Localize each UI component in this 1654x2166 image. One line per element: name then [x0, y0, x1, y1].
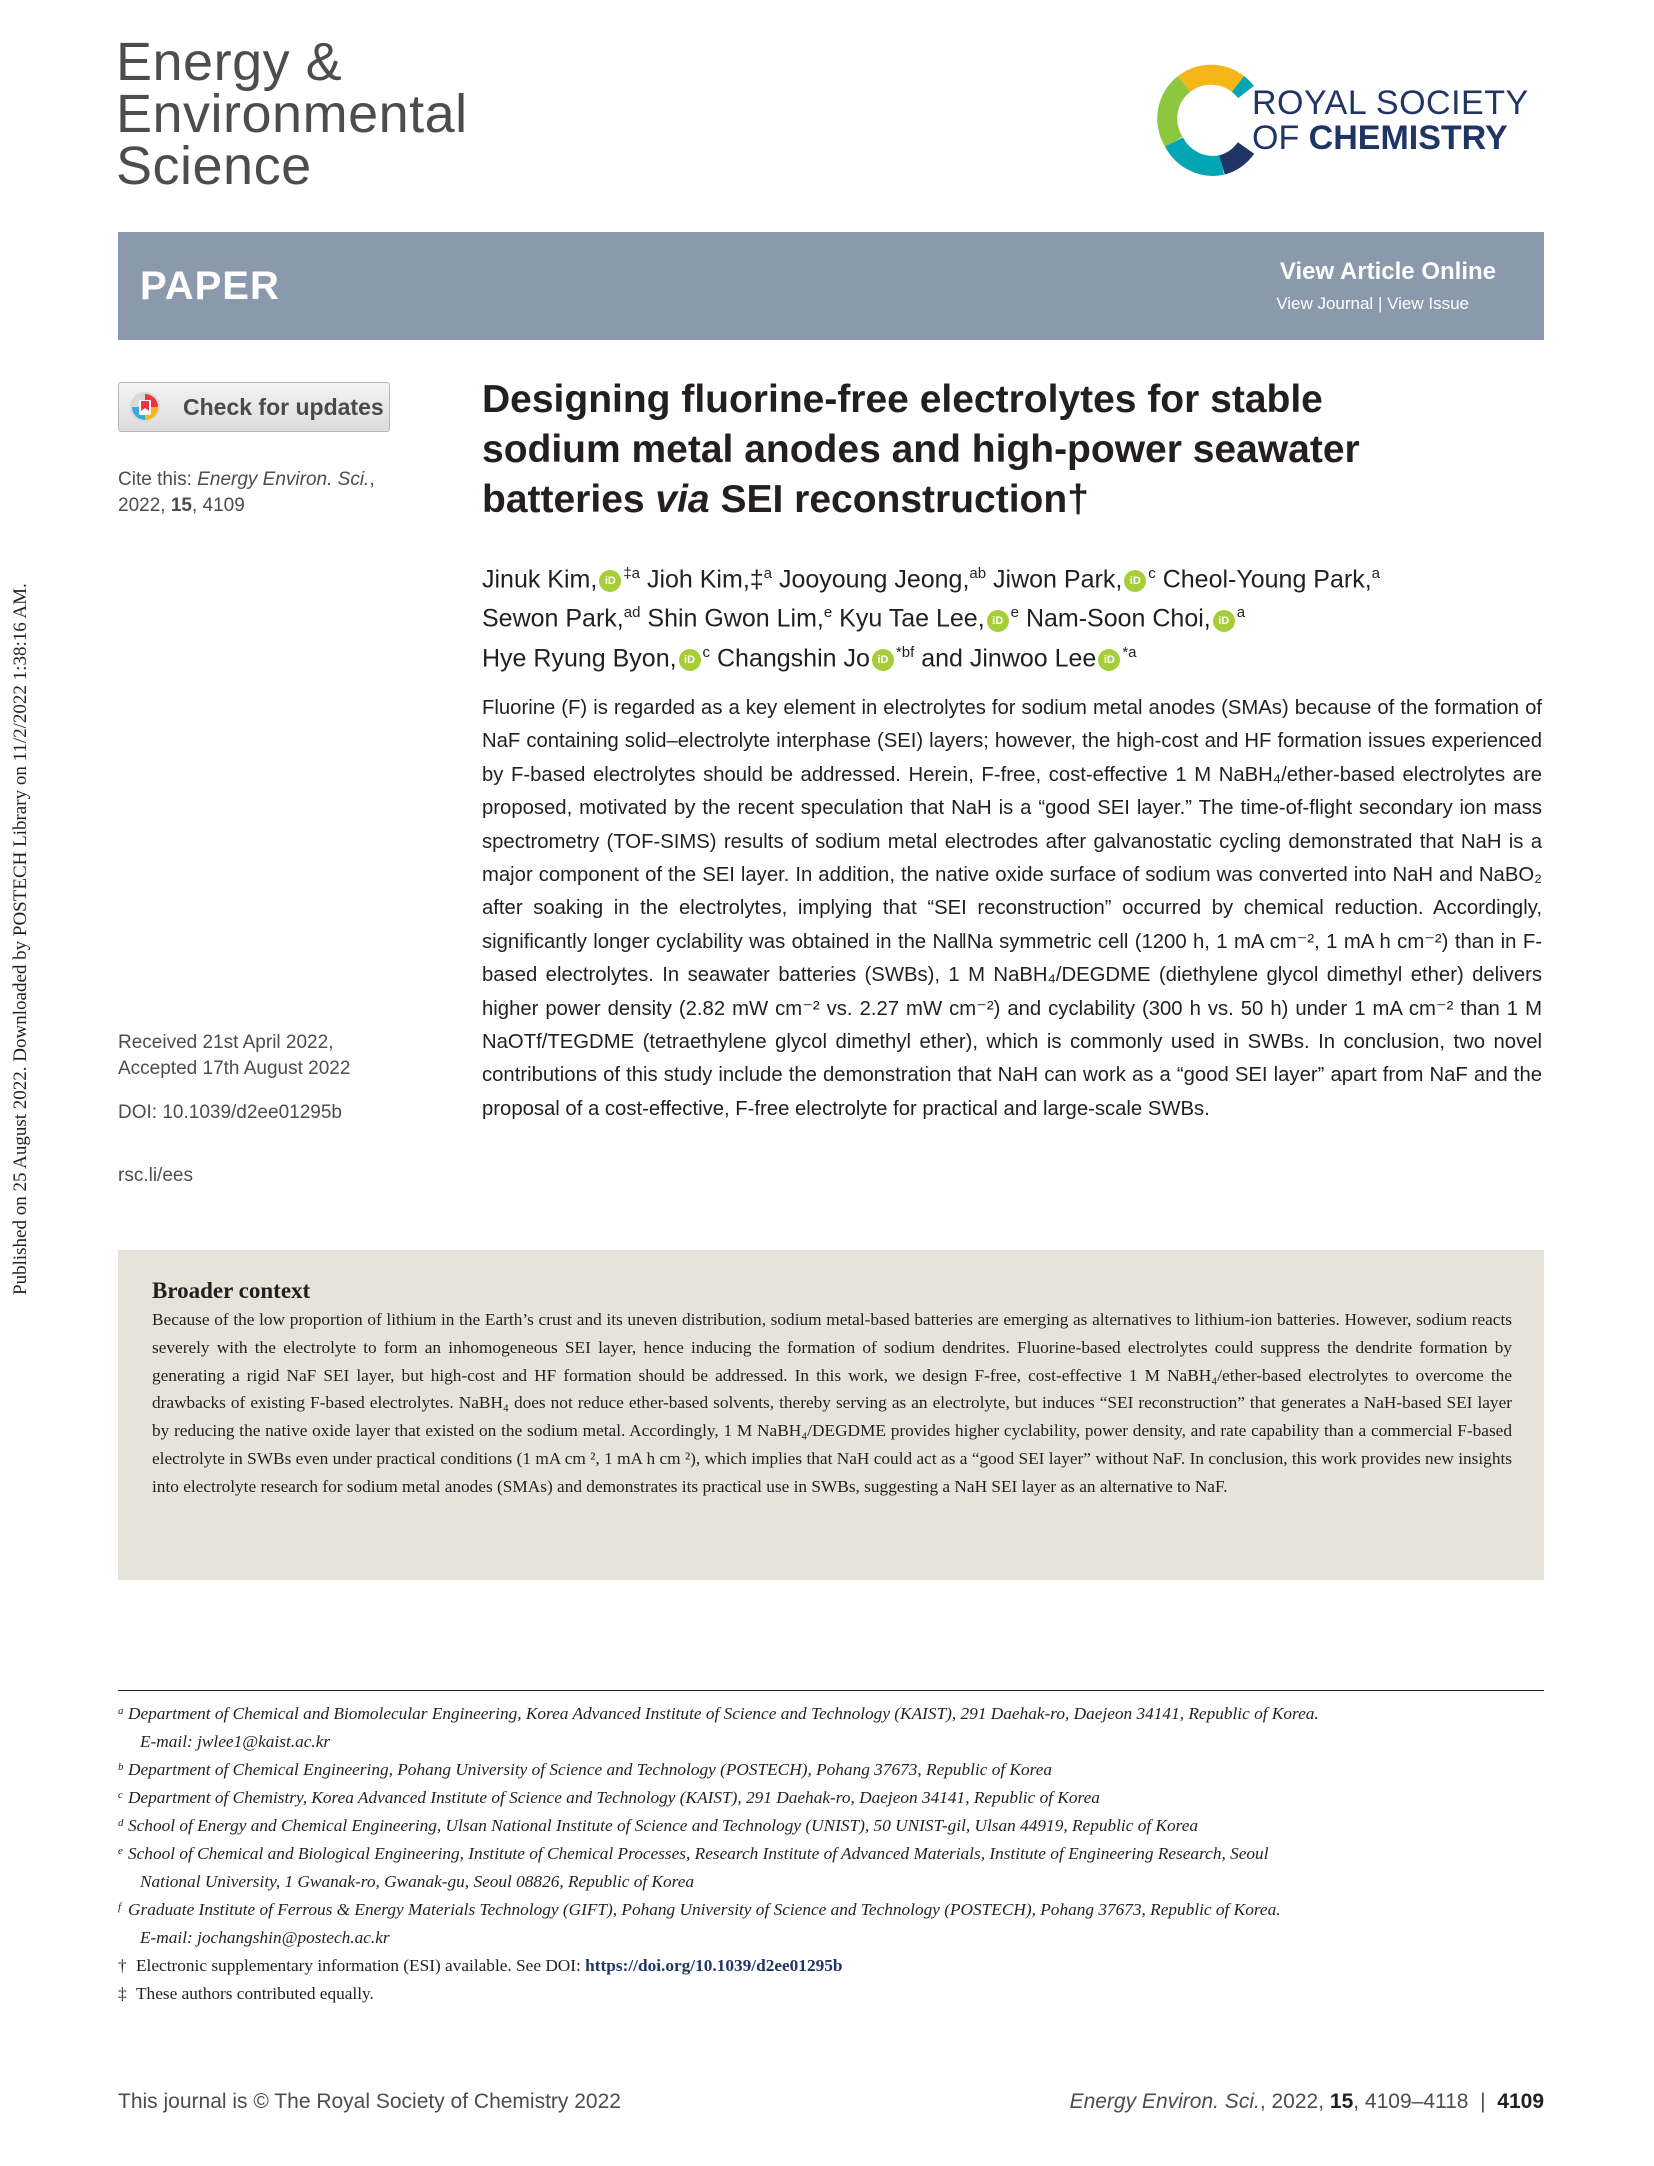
footnote-f: f Graduate Institute of Ferrous & Energy Materials Technology (GIFT), Pohang University of Science and Technology (POSTECH), Pohang 37673, Republic of Korea. — [118, 1900, 1281, 1919]
copyright-footer: This journal is © The Royal Society of Chemistry 2022 — [118, 2090, 621, 2113]
view-issue-link[interactable]: View Issue — [1387, 294, 1469, 313]
broader-context-box — [118, 1250, 1544, 1580]
journal-short-link[interactable]: rsc.li/ees — [118, 1165, 193, 1186]
footnote-esi: † Electronic supplementary information (ESI) available. See DOI: https://doi.org/10.1039/d2ee01295b — [118, 1956, 843, 1975]
orcid-icon[interactable]: iD — [987, 610, 1009, 632]
abstract: Fluorine (F) is regarded as a key element in electrolytes for sodium metal anodes (SMAs) because of the formation of NaF containing solid–electrolyte interphase (SEI) layers; however, the high-cost and HF formation issues experienced by F-based electrolytes should be addressed. Herein, F-free, cost-effective 1 M NaBH₄/ether-based electrolytes are proposed, motivated by the recent speculation that NaH is a “good SEI layer.” The time-of-flight secondary ion mass spectrometry (TOF-SIMS) results of sodium metal electrodes after galvanostatic cycling demonstrated that NaH is a major component of the SEI layer. In addition, the native oxide surface of sodium was converted into NaH and NaBO₂ after soaking in the electrolytes, implying that “SEI reconstruction” occurred by chemical reduction. Accordingly, significantly longer cyclability was obtained in the Na‖Na symmetric cell (1200 h, 1 mA cm⁻², 1 mA h cm⁻²) than in F-based electrolytes. In seawater batteries (SWBs), 1 M NaBH₄/DEGDME (diethylene glycol dimethyl ether) delivers higher power density (2.82 mW cm⁻² vs. 2.27 mW cm⁻²) and cyclability (300 h vs. 50 h) under 1 mA cm⁻² than 1 M NaOTf/TEGDME (tetraethylene glycol dimethyl ether), which is commonly used in SWBs. In conclusion, two novel contributions of this study include the demonstration that NaH can work as a “good SEI layer” apart from NaF and the proposal of a cost-effective, F-free electrolyte for practical and large-scale SWBs. — [482, 697, 1542, 1120]
article-title-line: batteries via SEI reconstruction† — [482, 478, 1089, 521]
view-links-separator: | — [1373, 294, 1388, 313]
footnote-divider — [118, 1690, 1544, 1691]
footnote-e-cont: National University, 1 Gwanak-ro, Gwanak-gu, Seoul 08826, Republic of Korea — [140, 1872, 695, 1891]
author-list: Jinuk Kim, iD $^{\ddagger a}$ Jioh Kim,‡$^a$ Jooyoung Jeong,$^{ab}$ Jiwon Park, iD $^c$ Cheol-Young Park,$^a$ Sewon Park,$^{ad}$ Shin Gwon Lim,$^e$ Kyu Tae Lee, iD $^e$ Nam-Soon Choi, iD $^a$ Hye Ryung Byon, iD $^c$ Changshin Jo iD $^{*bf}$ and Jinwoo Lee iD $^{*a}$ — [482, 565, 1380, 672]
footnote-e: e School of Chemical and Biological Engineering, Institute of Chemical Processes, Research Institute of Advanced Materials, Institute of Engineering Research, Seoul — [118, 1844, 1269, 1863]
accepted-date: Accepted 17th August 2022 — [118, 1058, 351, 1079]
orcid-icon[interactable]: iD — [1098, 649, 1120, 671]
article-type-label: PAPER — [140, 264, 280, 308]
footnote-b: b Department of Chemical Engineering, Pohang University of Science and Technology (POSTECH), Pohang 37673, Republic of Korea — [118, 1760, 1053, 1779]
received-accepted-dates — [118, 1030, 350, 1082]
page-footer-citation: Energy Environ. Sci., 2022, 15, 4109–4118 | 4109 — [1069, 2090, 1544, 2113]
article-title-line: Designing fluorine-free electrolytes for stable — [482, 378, 1323, 421]
rsc-wordmark — [1252, 86, 1529, 156]
view-links — [1276, 294, 1469, 314]
citation-info: Cite this: Energy Environ. Sci., 2022, 15, 4109 — [118, 469, 375, 516]
journal-title — [116, 32, 468, 196]
orcid-icon[interactable]: iD — [1124, 570, 1146, 592]
view-journal-link[interactable]: View Journal — [1276, 294, 1374, 313]
check-for-updates-label: Check for updates — [183, 394, 384, 420]
received-date: Received 21st April 2022, — [118, 1032, 334, 1053]
doi-text: DOI: 10.1039/d2ee01295b — [118, 1102, 342, 1123]
orcid-icon[interactable]: iD — [872, 649, 894, 671]
orcid-icon[interactable]: iD — [1213, 610, 1235, 632]
footnote-d: d School of Energy and Chemical Engineering, Ulsan National Institute of Science and Technology (UNIST), 50 UNIST-gil, Ulsan 44919, Republic of Korea — [118, 1816, 1199, 1835]
orcid-icon[interactable]: iD — [679, 649, 701, 671]
article-title-line: sodium metal anodes and high-power seawater — [482, 428, 1360, 471]
broader-context-title: Broader context — [152, 1278, 311, 1303]
affiliation-footnotes — [118, 1700, 1544, 2008]
check-for-updates-button[interactable] — [118, 382, 390, 432]
footnote-f-email: E-mail: jochangshin@postech.ac.kr — [140, 1928, 390, 1947]
view-article-online-link[interactable]: View Article Online — [1279, 258, 1496, 285]
footnote-a: a Department of Chemical and Biomolecular Engineering, Korea Advanced Institute of Science and Technology (KAIST), 291 Daehak-ro, Daejeon 34141, Republic of Korea. — [118, 1704, 1319, 1723]
esi-doi-link[interactable]: https://doi.org/10.1039/d2ee01295b — [585, 1956, 843, 1975]
footnote-equal: ‡ These authors contributed equally. — [118, 1984, 374, 2003]
page-number: 4109 — [1497, 2090, 1544, 2113]
footnote-a-email: E-mail: jwlee1@kaist.ac.kr — [140, 1732, 331, 1751]
download-watermark: Published on 25 August 2022. Downloaded by POSTECH Library on 11/2/2022 1:38:16 AM. — [10, 583, 31, 1295]
crossmark-icon — [129, 391, 161, 423]
article-title — [482, 375, 1542, 525]
rsc-wordmark-line1: ROYAL SOCIETY — [1252, 84, 1529, 122]
footnote-c: c Department of Chemistry, Korea Advanced Institute of Science and Technology (KAIST), 291 Daehak-ro, Daejeon 34141, Republic of Korea — [118, 1788, 1100, 1807]
rsc-wordmark-line2: OF CHEMISTRY — [1252, 119, 1508, 157]
journal-title-line: Science — [116, 136, 312, 196]
broader-context-text: Because of the low proportion of lithium in the Earth’s crust and its uneven distribution, sodium metal-based batteries are emerging as alternatives to lithium-ion batteries. However, sodium reacts severely with the electrolyte to form an inhomogeneous SEI layer, hence inducing the formation of sodium dendrites. Fluorine-based electrolytes could suppress the dendrite formation by generating a rigid NaF SEI layer, but high-cost and HF formation should be addressed. In this work, we design F-free, cost-effective 1 M NaBH₄/ether-based electrolytes to overcome the drawbacks of existing F-based electrolytes. NaBH₄ does not reduce ether-based solvents, thereby serving as an electrolyte, but induces “SEI reconstruction” that generates a NaH-based SEI layer by reducing the native oxide layer that existed on the sodium metal. Accordingly, 1 M NaBH₄/DEGDME provides higher cyclability, power density, and rate capability than a commercial F-based electrolyte in SWBs even under practical conditions (1 mA cm ², 1 mA h cm ²), which implies that NaH could act as a “good SEI layer” without NaF. In conclusion, this work provides new insights into electrolyte research for sodium metal anodes (SMAs) and demonstrates its practical use in SWBs, suggesting a NaH SEI layer as an alternative to NaF. — [152, 1310, 1512, 1496]
article-type-banner — [118, 232, 1544, 340]
journal-title-line: Energy & — [116, 32, 343, 92]
journal-title-line: Environmental — [116, 84, 468, 144]
orcid-icon[interactable]: iD — [599, 570, 621, 592]
